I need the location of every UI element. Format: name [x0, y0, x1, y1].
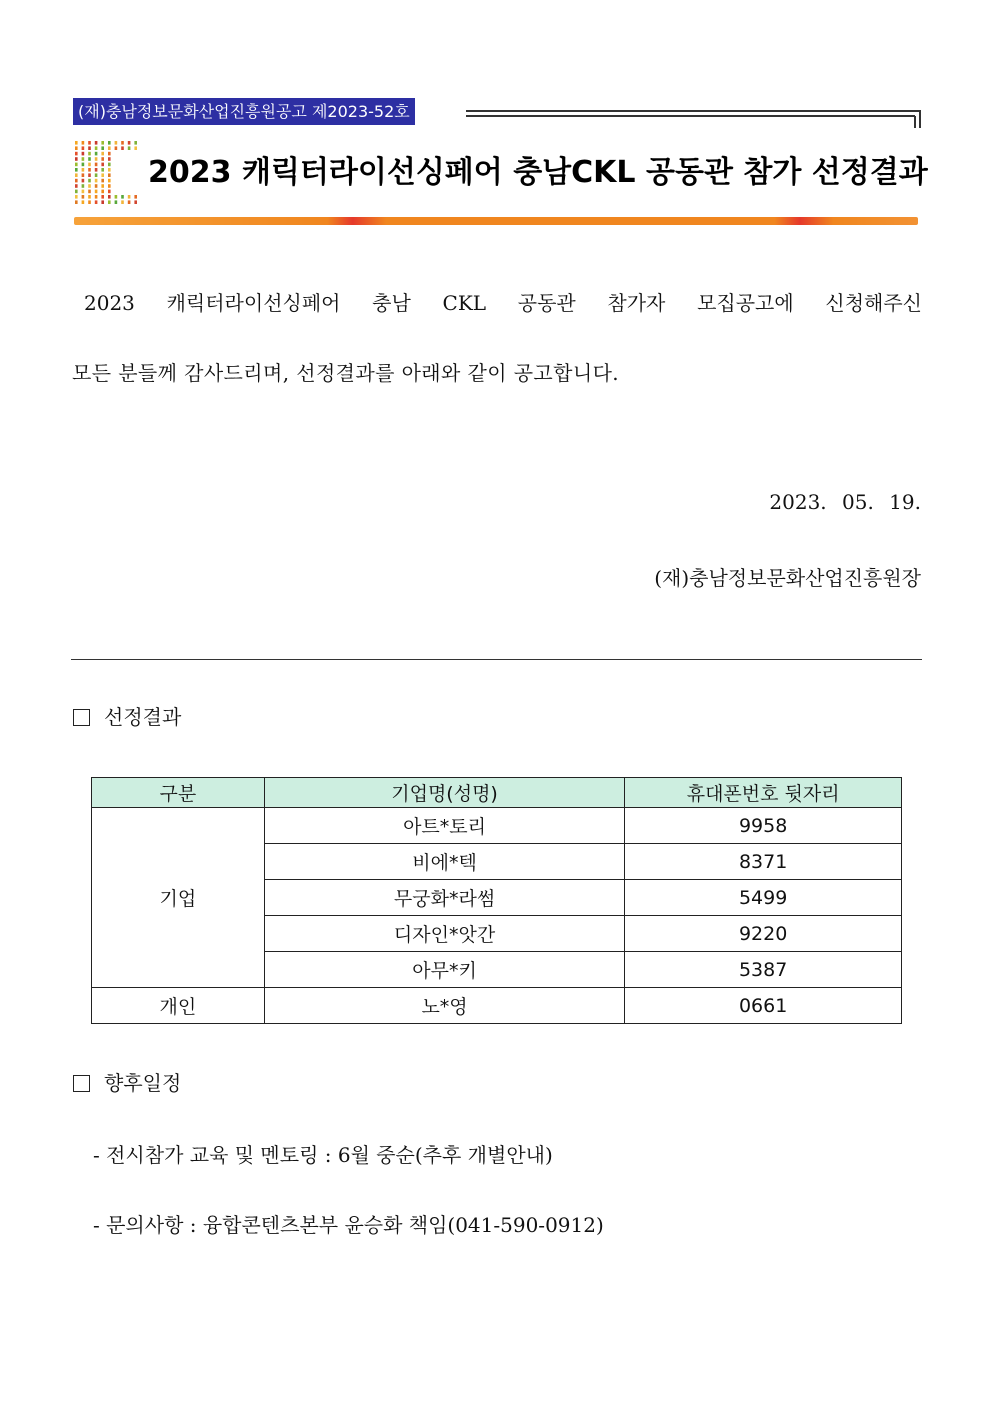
header-double-rule: [466, 108, 923, 130]
table-row: [92, 988, 902, 1024]
announcement-date: 2023. 05. 19.: [769, 490, 921, 514]
issuer-name: (재)충남정보문화산업진흥원장: [654, 566, 921, 590]
page-title: 2023 캐릭터라이선싱페어 충남CKL 공동관 참가 선정결과: [148, 155, 928, 190]
company-name-cell: 디자인*앗간: [264, 916, 625, 952]
phone-suffix-cell: 8371: [625, 844, 902, 880]
phone-suffix-cell: 5499: [625, 880, 902, 916]
company-name-cell: 아트*토리: [264, 808, 625, 844]
schedule-item: - 문의사항 : 융합콘텐츠본부 윤승화 책임(041-590-0912): [93, 1213, 604, 1237]
company-name-cell: 노*영: [264, 988, 625, 1024]
phone-suffix-cell: 0661: [625, 988, 902, 1024]
column-header-company: 기업명(성명): [264, 778, 625, 808]
column-header-category: 구분: [92, 778, 265, 808]
results-heading-text: 선정결과: [104, 705, 182, 729]
company-name-cell: 무궁화*라썸: [264, 880, 625, 916]
phone-suffix-cell: 9958: [625, 808, 902, 844]
results-heading: [73, 704, 181, 730]
schedule-heading-text: 향후일정: [104, 1071, 182, 1095]
intro-paragraph: [72, 268, 922, 408]
category-cell: 기업: [92, 808, 265, 988]
logo-mark-icon: [74, 140, 142, 206]
column-header-phone: 휴대폰번호 뒷자리: [625, 778, 902, 808]
phone-suffix-cell: 9220: [625, 916, 902, 952]
phone-suffix-cell: 5387: [625, 952, 902, 988]
company-name-cell: 아무*키: [264, 952, 625, 988]
title-underline-bar: [74, 216, 918, 226]
table-header-row: [92, 778, 902, 808]
section-divider: [71, 659, 922, 660]
notice-number-badge: (재)충남정보문화산업진흥원공고 제2023-52호: [73, 98, 415, 125]
table-row: [92, 808, 902, 844]
category-cell: 개인: [92, 988, 265, 1024]
schedule-item: - 전시참가 교육 및 멘토링 : 6월 중순(추후 개별안내): [93, 1143, 553, 1167]
intro-line-1: 2023 캐릭터라이선싱페어 충남 CKL 공동관 참가자 모집공고에 신청해주신: [84, 291, 922, 315]
checkbox-icon: [73, 709, 90, 726]
company-name-cell: 비에*텍: [264, 844, 625, 880]
results-table: [91, 777, 902, 1024]
checkbox-icon: [73, 1075, 90, 1092]
schedule-heading: [73, 1070, 181, 1096]
intro-line-2: 모든 분들께 감사드리며, 선정결과를 아래와 같이 공고합니다.: [72, 361, 620, 385]
